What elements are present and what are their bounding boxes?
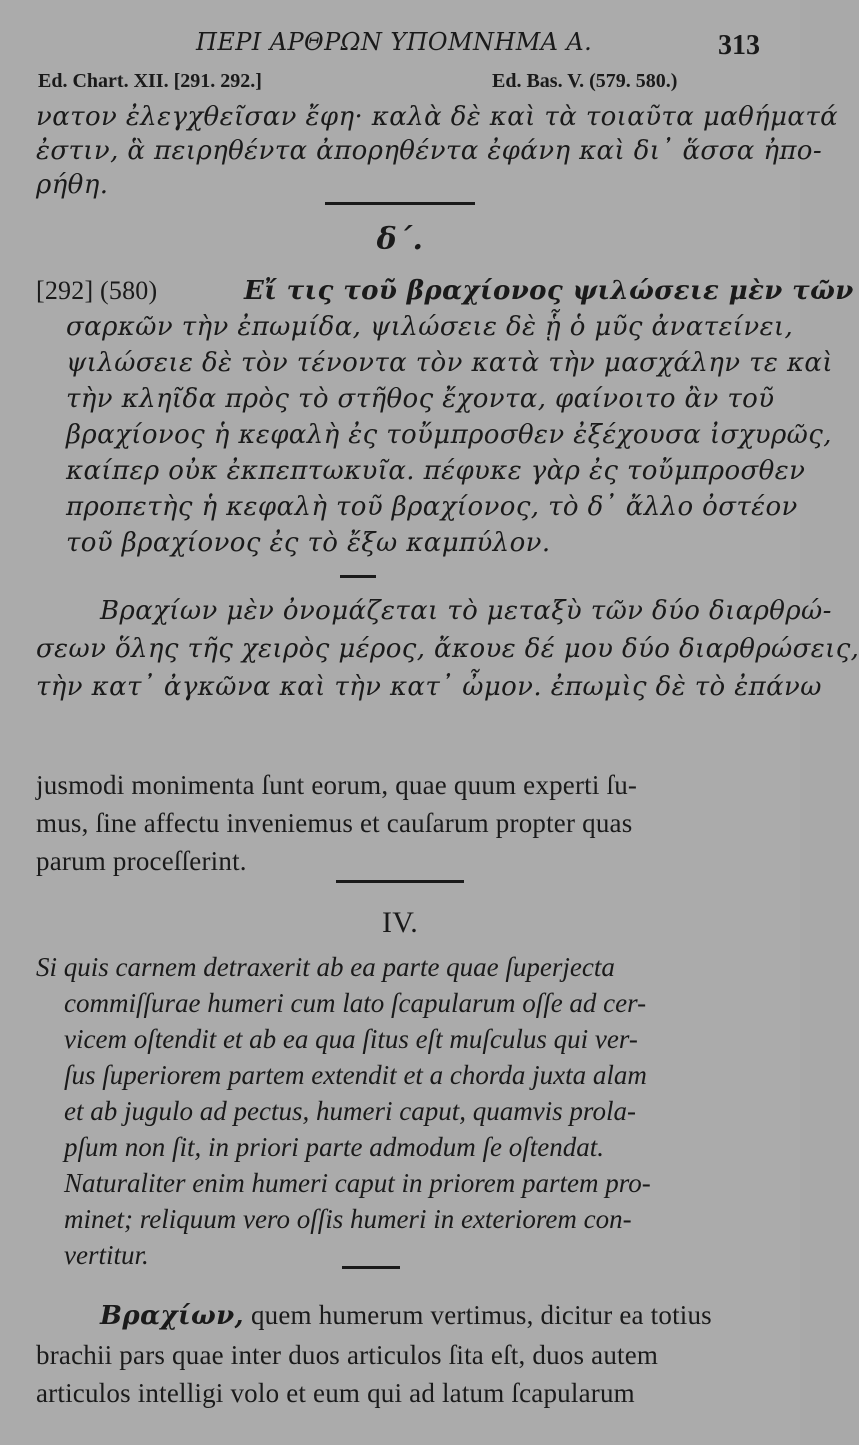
greek-line: τὴν κατ᾽ ἀγκῶνα καὶ τὴν κατ᾽ ὦμον. ἐπωμὶς δὲ τὸ ἐπάνω xyxy=(36,672,822,702)
edition-line xyxy=(0,70,800,98)
latin-line: pſum non ſit, in priori parte admodum ſe oſtendat. xyxy=(64,1132,604,1162)
greek-line: προπετὴς ἡ κεφαλὴ τοῦ βραχίονος, τὸ δ᾽ ἄλλο ὀστέον xyxy=(66,492,798,522)
section-divider xyxy=(336,880,464,883)
page-number: 313 xyxy=(718,30,760,61)
latin-line: mus, ſine affectu inveniemus et cauſarum propter quas xyxy=(36,808,633,838)
latin-line: parum proceſſerint. xyxy=(36,846,247,876)
short-divider xyxy=(342,1266,400,1269)
section-number-greek: δ΄. xyxy=(376,222,424,257)
running-title: ΠΕΡΙ ΑΡΘΡΩΝ ΥΠΟΜΝΗΜΑ Α. xyxy=(196,28,593,56)
greek-line: ἐστιν, ἃ πειρηθέντα ἀπορηθέντα ἐφάνη καὶ δι᾽ ἅσσα ἠπο- xyxy=(36,136,823,166)
latin-line: ſus ſuperiorem partem extendit et a chorda juxta alam xyxy=(64,1060,647,1090)
greek-line: τὴν κληῖδα πρὸς τὸ στῆθος ἔχοντα, φαίνοιτο ἂν τοῦ xyxy=(66,384,775,414)
short-divider xyxy=(340,575,376,578)
greek-line: σεων ὅλης τῆς χειρὸς μέρος, ἄκουε δέ μου δύο διαρθρώσεις, xyxy=(36,634,859,664)
latin-line: Si quis carnem detraxerit ab ea parte quae ſuperjecta xyxy=(36,952,615,982)
greek-line: ρήθη. xyxy=(36,170,109,200)
latin-line: commiſſurae humeri cum lato ſcapularum oſſe ad cer- xyxy=(64,988,647,1018)
greek-line: ψιλώσειε δὲ τὸν τένοντα τὸν κατὰ τὴν μασχάλην τε καὶ xyxy=(66,348,833,378)
latin-line: brachii pars quae inter duos articulos ſita eſt, duos autem xyxy=(36,1340,659,1370)
greek-line: Βραχίων μὲν ὀνομάζεται τὸ μεταξὺ τῶν δύο διαρθρώ- xyxy=(100,596,832,626)
greek-line: καίπερ οὐκ ἐκπεπτωκυῖα. πέφυκε γὰρ ἐς τοὔμπροσθεν xyxy=(66,456,806,486)
latin-line: jusmodi monimenta ſunt eorum, quae quum experti ſu- xyxy=(36,770,638,800)
greek-line: τοῦ βραχίονος ἐς τὸ ἔξω καμπύλον. xyxy=(66,528,551,558)
running-header xyxy=(0,28,800,62)
greek-line: νατον ἐλεγχθεῖσαν ἔφη· καλὰ δὲ καὶ τὰ τοιαῦτα μαθήματά xyxy=(36,102,839,132)
latin-comment-first-line xyxy=(100,1300,776,1336)
latin-line: Naturaliter enim humeri caput in priorem partem pro- xyxy=(64,1168,651,1198)
greek-aphorism-first-line xyxy=(0,276,854,310)
latin-line: vicem oſtendit et ab ea qua ſitus eſt muſculus qui ver- xyxy=(64,1024,638,1054)
section-divider xyxy=(325,202,475,205)
greek-lemma: Βραχίων, xyxy=(100,1301,245,1331)
section-number-latin: IV. xyxy=(382,906,418,939)
latin-line: minet; reliquum vero oſſis humeri in exteriorem con- xyxy=(64,1204,632,1234)
greek-line: βραχίονος ἡ κεφαλὴ ἐς τοὔμπροσθεν ἐξέχουσα ἰσχυρῶς, xyxy=(66,420,832,450)
greek-line: σαρκῶν τὴν ἐπωμίδα, ψιλώσειε δὲ ᾗ ὁ μῦς ἀνατείνει, xyxy=(66,312,794,342)
edition-basel: Ed. Bas. V. (579. 580.) xyxy=(492,70,678,92)
latin-line: et ab jugulo ad pectus, humeri caput, quamvis prola- xyxy=(64,1096,636,1126)
edition-markers: [292] (580) xyxy=(36,276,158,305)
latin-line: vertitur. xyxy=(64,1240,149,1270)
edition-chartier: Ed. Chart. XII. [291. 292.] xyxy=(38,70,262,92)
latin-line: quem humerum vertimus, dicitur ea totius xyxy=(244,1300,712,1330)
greek-line: Εἴ τις τοῦ βραχίονος ψιλώσειε μὲν τῶν xyxy=(244,276,854,306)
latin-line: articulos intelligi volo et eum qui ad latum ſcapularum xyxy=(36,1378,635,1408)
